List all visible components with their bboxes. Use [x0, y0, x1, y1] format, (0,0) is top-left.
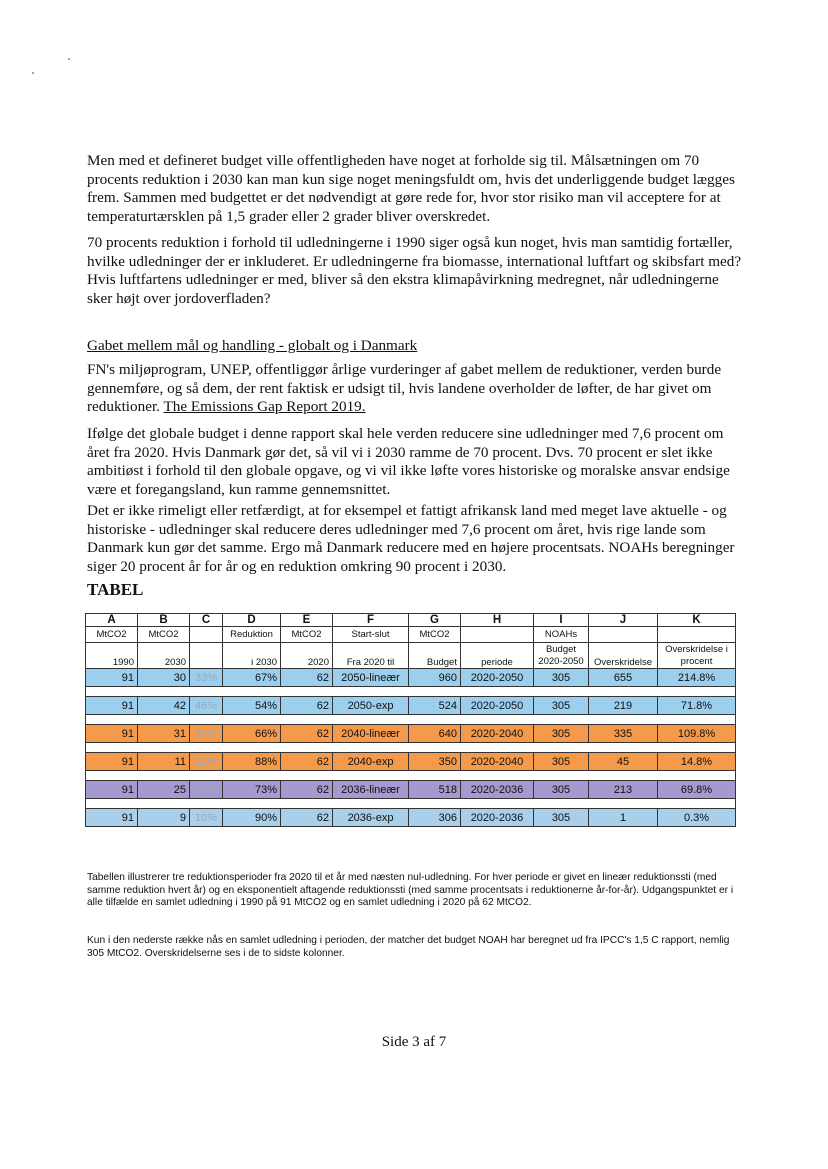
- paragraph-2: 70 procents reduktion i forhold til udledningerne i 1990 siger også kun noget, hvis man samtidig fortæller, hvilke udledninger der er inkluderet. Er udledningerne fra biomasse, international luftfart og skibsfart med? Hvis luftfartens udledninger er med, bliver så den ekstra klimapåvirkning medregnet, når udledningerne sker højt over jordoverfladen?: [87, 234, 742, 307]
- cell-overskridelse-pct: 214.8%: [658, 669, 736, 687]
- column-letters-row: [86, 614, 736, 627]
- cell-2030: 11: [138, 753, 190, 771]
- cell-overskridelse-pct: 0.3%: [658, 809, 736, 827]
- cell-reduktion: 73%: [223, 781, 281, 799]
- cell-noah-budget: 305: [534, 725, 589, 743]
- unit-cell: MtCO2: [409, 627, 461, 643]
- table-row: [86, 809, 736, 827]
- header-row: [86, 643, 736, 669]
- header-overskridelse-procent: [658, 643, 736, 669]
- table-row: [86, 697, 736, 715]
- cell-start-slut: 2050-lineær: [333, 669, 409, 687]
- cell-reduktion: 90%: [223, 809, 281, 827]
- cell-2020: 62: [281, 697, 333, 715]
- cell-2020: 62: [281, 809, 333, 827]
- cell-noah-budget: 305: [534, 809, 589, 827]
- cell-1990: 91: [86, 697, 138, 715]
- row-spacer: [86, 715, 736, 725]
- row-spacer: [86, 687, 736, 697]
- cell-overskridelse-pct: 109.8%: [658, 725, 736, 743]
- unit-cell: MtCO2: [138, 627, 190, 643]
- cell-start-slut: 2040-exp: [333, 753, 409, 771]
- header-budget-period: 2020-2050: [538, 656, 584, 667]
- section-heading[interactable]: Gabet mellem mål og handling - globalt og i Danmark: [87, 337, 418, 354]
- paragraph-5: Det er ikke rimeligt eller retfærdigt, at for eksempel et fattigt afrikansk land med meget lave aktuelle - og historiske - udledninger skal reducere deres udledninger med 7,6 procent om året, hvis rige lande som Danmark kun gør det samme. Ergo må Danmark reducere med en højere procentsats. NOAHs beregninger siger 20 procent år for år og en reduktion omkring 90 procent i 2030.: [87, 502, 735, 575]
- cell-overskridelse-pct: 69.8%: [658, 781, 736, 799]
- col-letter: B: [138, 614, 190, 627]
- cell-reduktion: 88%: [223, 753, 281, 771]
- row-spacer: [86, 771, 736, 781]
- cell-noah-budget: 305: [534, 753, 589, 771]
- cell-start-slut: 2036-lineær: [333, 781, 409, 799]
- cell-overskridelse: 335: [589, 725, 658, 743]
- unit-cell: [589, 627, 658, 643]
- cell-periode: 2020-2040: [461, 753, 534, 771]
- cell-budget: 960: [409, 669, 461, 687]
- row-spacer: [86, 743, 736, 753]
- cell-start-slut: 2040-lineær: [333, 725, 409, 743]
- cell-1990: 91: [86, 781, 138, 799]
- cell-1990: 91: [86, 725, 138, 743]
- emissions-table: [85, 613, 736, 827]
- cell-remaining-pct: 12%: [190, 753, 223, 771]
- cell-overskridelse: 213: [589, 781, 658, 799]
- header-periode: periode: [461, 643, 534, 669]
- cell-budget: 306: [409, 809, 461, 827]
- cell-overskridelse: 655: [589, 669, 658, 687]
- header-procent-label: procent: [680, 656, 713, 667]
- header-2030: 2030: [138, 643, 190, 669]
- unit-cell: MtCO2: [281, 627, 333, 643]
- cell-overskridelse: 45: [589, 753, 658, 771]
- table-caption-2: Kun i den nederste række nås en samlet udledning i perioden, der matcher det budget NOAH har beregnet ud fra IPCC's 1,5 C rapport, nemlig 305 MtCO2. Overskridelserne ses i de to sidste kolonner.: [87, 935, 730, 959]
- col-letter: I: [534, 614, 589, 627]
- cell-remaining-pct: 46%: [190, 697, 223, 715]
- header-blank: [190, 643, 223, 669]
- header-overskridelse-label: Overskridelse i: [665, 644, 728, 655]
- scan-speck: [32, 72, 34, 74]
- col-letter: A: [86, 614, 138, 627]
- table-caption-1: Tabellen illustrerer tre reduktionsperioder fra 2020 til et år med næsten nul-udledning. For hver periode er givet en lineær reduktionssti (med samme reduktion hvert år) og en eksponentielt aftagende reduktionssti (med samme procentsats i reduktionerne år-for-år). Udgangspunktet er i alle tilfælde en samlet udledning i 1990 på 91 MtCO2 og en samlet udledning i 2020 på 62 MtCO2.: [87, 872, 734, 909]
- paragraph-3: [87, 361, 742, 417]
- cell-remaining-pct: 27%: [190, 781, 223, 799]
- col-letter: F: [333, 614, 409, 627]
- unit-row: [86, 627, 736, 643]
- cell-overskridelse-pct: 14.8%: [658, 753, 736, 771]
- cell-2030: 9: [138, 809, 190, 827]
- cell-remaining-pct: 10%: [190, 809, 223, 827]
- table-title: TABEL: [87, 580, 144, 599]
- cell-2020: 62: [281, 669, 333, 687]
- cell-overskridelse: 1: [589, 809, 658, 827]
- paragraph-3-text: FN's miljøprogram, UNEP, offentliggør årlige vurderinger af gabet mellem de reduktioner, verden burde gennemføre, og så dem, der rent faktisk er udsigt til, hvis landene overholder de løfter, de har givet om reduktioner.: [87, 361, 722, 416]
- paragraph-4: Ifølge det globale budget i denne rapport skal hele verden reducere sine udledninger med 7,6 procent om året fra 2020. Hvis Danmark gør det, så vil vi i 2030 ramme de 70 procent. Dvs. 70 procent er slet ikke ambitiøst i forhold til den globale opgave, og vi vil ikke løfte vores historiske og moralske ansvar endsige være et foregangsland, kun ramme gennemsnittet.: [87, 425, 730, 498]
- cell-noah-budget: 305: [534, 669, 589, 687]
- header-2020: 2020: [281, 643, 333, 669]
- cell-remaining-pct: 34%: [190, 725, 223, 743]
- cell-periode: 2020-2036: [461, 781, 534, 799]
- cell-start-slut: 2050-exp: [333, 697, 409, 715]
- cell-overskridelse: 219: [589, 697, 658, 715]
- cell-periode: 2020-2050: [461, 697, 534, 715]
- cell-periode: 2020-2050: [461, 669, 534, 687]
- header-overskridelse: Overskridelse: [589, 643, 658, 669]
- unit-cell: Reduktion: [223, 627, 281, 643]
- cell-reduktion: 67%: [223, 669, 281, 687]
- emissions-gap-report-link[interactable]: The Emissions Gap Report 2019.: [163, 398, 366, 416]
- unit-cell: Start-slut: [333, 627, 409, 643]
- page-footer: Side 3 af 7: [381, 1034, 447, 1050]
- cell-budget: 518: [409, 781, 461, 799]
- cell-2020: 62: [281, 781, 333, 799]
- header-budget: Budget: [409, 643, 461, 669]
- cell-remaining-pct: 33%: [190, 669, 223, 687]
- unit-cell: MtCO2: [86, 627, 138, 643]
- header-reduktion-year: i 2030: [223, 643, 281, 669]
- cell-2020: 62: [281, 753, 333, 771]
- col-letter: D: [223, 614, 281, 627]
- cell-2030: 25: [138, 781, 190, 799]
- cell-1990: 91: [86, 753, 138, 771]
- scan-speck: [68, 58, 70, 60]
- unit-cell: NOAHs: [534, 627, 589, 643]
- col-letter: G: [409, 614, 461, 627]
- header-budget-label: Budget: [545, 644, 577, 655]
- cell-1990: 91: [86, 809, 138, 827]
- table-row: [86, 725, 736, 743]
- unit-cell: [461, 627, 534, 643]
- cell-reduktion: 54%: [223, 697, 281, 715]
- unit-cell: [658, 627, 736, 643]
- cell-budget: 350: [409, 753, 461, 771]
- header-fra-2020: Fra 2020 til: [333, 643, 409, 669]
- cell-noah-budget: 305: [534, 697, 589, 715]
- table-row: [86, 781, 736, 799]
- cell-periode: 2020-2040: [461, 725, 534, 743]
- cell-noah-budget: 305: [534, 781, 589, 799]
- cell-2030: 30: [138, 669, 190, 687]
- col-letter: J: [589, 614, 658, 627]
- col-letter: E: [281, 614, 333, 627]
- cell-1990: 91: [86, 669, 138, 687]
- row-spacer: [86, 799, 736, 809]
- cell-overskridelse-pct: 71.8%: [658, 697, 736, 715]
- table-row: [86, 669, 736, 687]
- cell-2030: 42: [138, 697, 190, 715]
- unit-cell: [190, 627, 223, 643]
- header-1990: 1990: [86, 643, 138, 669]
- col-letter: H: [461, 614, 534, 627]
- cell-2020: 62: [281, 725, 333, 743]
- paragraph-1: Men med et defineret budget ville offentligheden have noget at forholde sig til. Målsætningen om 70 procents reduktion i 2030 kan man kun sige noget meningsfuldt om, hvis det underliggende budget lægges frem. Sammen med budgettet er det nødvendigt at gøre rede for, hvor stor risiko man vil acceptere for at temperaturtærsklen på 1,5 grader eller 2 grader bliver overskredet.: [87, 152, 735, 225]
- header-noah-budget: [534, 643, 589, 669]
- cell-2030: 31: [138, 725, 190, 743]
- cell-budget: 524: [409, 697, 461, 715]
- cell-periode: 2020-2036: [461, 809, 534, 827]
- cell-start-slut: 2036-exp: [333, 809, 409, 827]
- col-letter: C: [190, 614, 223, 627]
- col-letter: K: [658, 614, 736, 627]
- cell-budget: 640: [409, 725, 461, 743]
- cell-reduktion: 66%: [223, 725, 281, 743]
- table-row: [86, 753, 736, 771]
